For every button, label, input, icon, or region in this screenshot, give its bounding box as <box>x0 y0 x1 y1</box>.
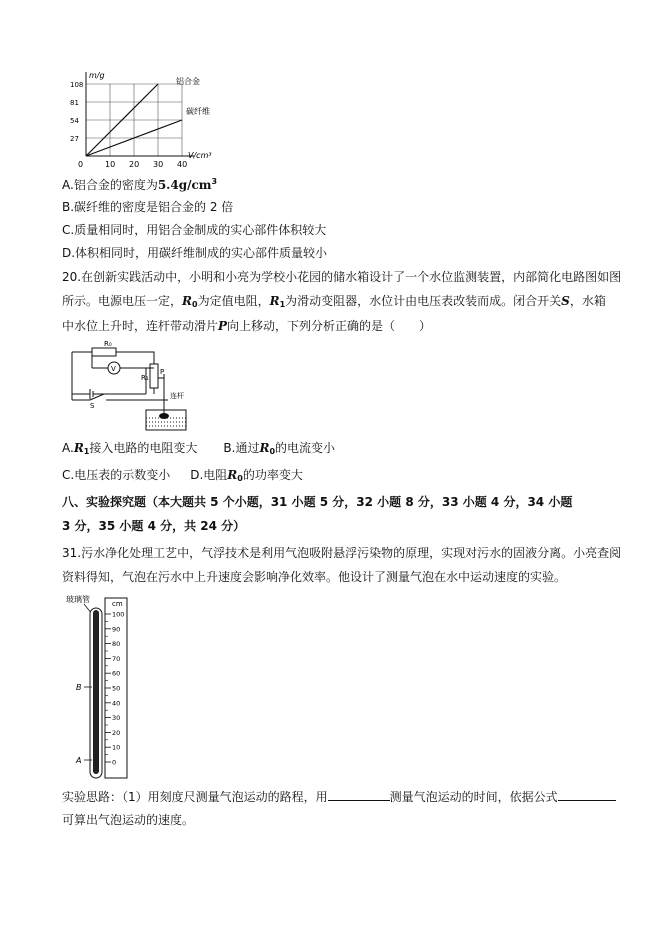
y-tick-label: 81 <box>70 99 79 107</box>
x-tick-label: 30 <box>153 160 164 169</box>
x-tick-label: 0 <box>78 160 84 169</box>
q31-stem-line2: 资料得知，气泡在污水中上升速度会影响净化效率。他设计了测量气泡在水中运动速度的实验。 <box>62 570 567 584</box>
y-tick-label: 54 <box>70 117 79 125</box>
circuit-diagram <box>62 338 210 434</box>
label-v: V <box>111 365 116 373</box>
series-label-1: 碳纤维 <box>186 107 210 116</box>
ruler-tick-label: 90 <box>112 625 121 634</box>
q19-option-c: C.质量相同时，用铝合金制成的实心部件体积较大 <box>62 223 327 237</box>
q20-stem-line3: 中水位上升时，连杆带动滑片P向上移动，下列分析正确的是（ ） <box>62 319 432 333</box>
q19-option-a: A.铝合金的密度为$5.4g/cm^3$ <box>62 177 218 192</box>
label-r0: R₀ <box>104 340 112 348</box>
q31-method-line1: 实验思路：（1）用刻度尺测量气泡运动的路程，用 测量气泡运动的时间，依据公式 <box>62 788 616 805</box>
q20-options-cd: C.电压表的示数变小 D.电阻$R_0$的功率变大 <box>62 468 303 483</box>
label-rod: 连杆 <box>170 392 184 400</box>
ruler-unit: cm <box>112 600 123 608</box>
x-tick-label: 20 <box>129 160 140 169</box>
ruler-tick-label: 10 <box>112 743 121 752</box>
ruler-tick-label: 40 <box>112 699 121 708</box>
mark-a: A <box>76 756 82 765</box>
x-tick-label: 40 <box>177 160 188 169</box>
tube-label: 玻璃管 <box>66 595 90 604</box>
q19-option-d: D.体积相同时，用碳纤维制成的实心部件质量较小 <box>62 246 328 260</box>
glass-tube-ruler-figure <box>62 590 142 784</box>
q20-stem-line1: 20.在创新实践活动中，小明和小亮为学校小花园的储水箱设计了一个水位监测装置，内部简化电路图如图 <box>62 270 622 284</box>
mass-volume-chart <box>62 58 212 170</box>
label-s: S <box>90 402 95 410</box>
ruler-tick-label: 100 <box>112 610 125 619</box>
answer-blank-formula[interactable] <box>558 788 616 801</box>
label-p: P <box>160 368 165 376</box>
y-tick-label: 108 <box>70 81 84 89</box>
ruler-tick-label: 80 <box>112 640 121 649</box>
y-tick-label: 27 <box>70 135 79 143</box>
ruler-tick-label: 70 <box>112 654 121 663</box>
y-axis-label: m/g <box>89 71 105 80</box>
ruler-tick-label: 60 <box>112 669 121 678</box>
series-label-0: 铝合金 <box>176 77 200 86</box>
q20-stem-line2: 所示。电源电压一定，$R_0$为定值电阻，$R_1$为滑动变阻器，水位计由电压表改装而成。闭合开关S，水箱 <box>62 294 606 309</box>
q20-options-ab: $A.R_1$接入电路的电阻变大 B.通过$R_0$的电流变小 <box>62 441 336 456</box>
ruler-tick-label: 50 <box>112 684 121 693</box>
label-r1: R₁ <box>141 374 149 382</box>
answer-blank-tool[interactable] <box>328 788 390 801</box>
section-heading-line1: 八、实验探究题（本大题共 5 个小题，31 小题 5 分，32 小题 8 分，33 小题 4 分，34 小题 <box>62 495 573 509</box>
x-axis-label: V/cm³ <box>188 151 212 160</box>
ruler-tick-label: 20 <box>112 728 121 737</box>
ruler-tick-label: 30 <box>112 714 121 723</box>
ruler-tick-label: 0 <box>112 758 117 767</box>
x-tick-label: 10 <box>105 160 116 169</box>
q31-stem-line1: 31.污水净化处理工艺中，气浮技术是利用气泡吸附悬浮污染物的原理，实现对污水的固液分离。小亮查阅 <box>62 546 622 560</box>
q31-method-line2: 可算出气泡运动的速度。 <box>62 813 195 827</box>
section-heading-line2: 3 分，35 小题 4 分，共 24 分） <box>62 519 246 533</box>
mark-b: B <box>76 683 82 692</box>
q19-option-b: B.碳纤维的密度是铝合金的 2 倍 <box>62 200 234 214</box>
